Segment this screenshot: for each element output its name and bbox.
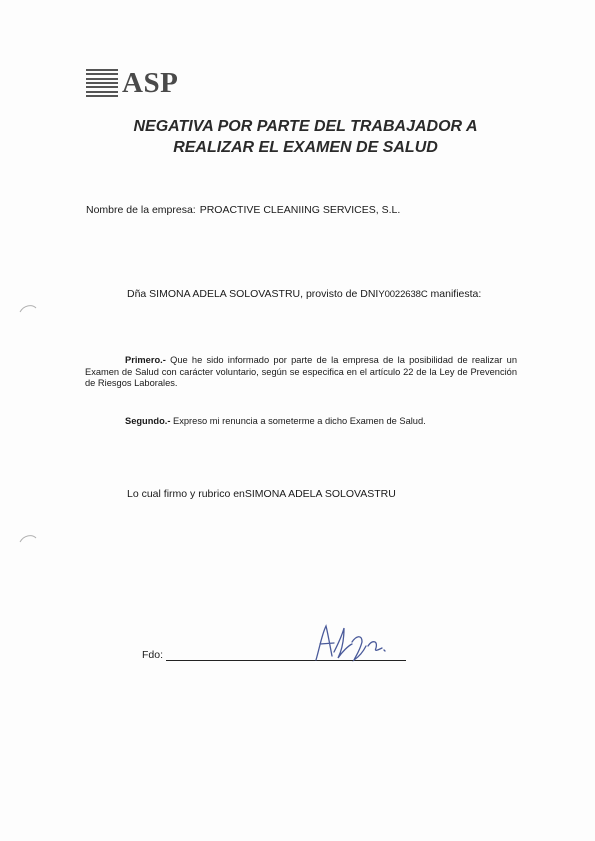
primero-text: Que he sido informado por parte de la empresa de la posibilidad de realizar un Examen de Salud con carácter voluntario, según se especifica en el artículo 22 de la Ley de Prevención de Riesgos Laborales.	[85, 355, 517, 388]
segundo-text: Expreso mi renuncia a someterme a dicho Examen de Salud.	[170, 416, 426, 426]
company-line	[86, 204, 400, 216]
asp-logo	[86, 68, 178, 98]
logo-lines-icon	[86, 69, 118, 97]
primero-lead: Primero.-	[125, 355, 166, 365]
statement-line	[127, 288, 481, 300]
signature-label: Fdo:	[142, 649, 164, 661]
closing-line: Lo cual firmo y rubrico enSIMONA ADELA SOLOVASTRU	[127, 488, 396, 500]
segundo-lead: Segundo.-	[125, 416, 171, 426]
statement-suffix: manifiesta:	[427, 288, 482, 300]
document-title	[0, 116, 595, 158]
segundo-paragraph	[125, 416, 426, 426]
dni-number: Y0022638C	[378, 289, 428, 300]
title-line-1: NEGATIVA POR PARTE DEL TRABAJADOR A	[133, 118, 478, 135]
company-label: Nombre de la empresa:	[86, 204, 196, 216]
punch-hole-mark-icon	[18, 302, 38, 314]
statement-prefix: Dña SIMONA ADELA SOLOVASTRU, provisto de DNI	[127, 288, 379, 300]
punch-hole-mark-icon	[18, 532, 38, 544]
title-line-2: REALIZAR EL EXAMEN DE SALUD	[173, 139, 438, 156]
logo-text: ASP	[122, 67, 179, 99]
company-name: PROACTIVE CLEANIING SERVICES, S.L.	[199, 204, 401, 216]
handwritten-signature	[308, 616, 408, 666]
primero-paragraph	[85, 355, 517, 390]
